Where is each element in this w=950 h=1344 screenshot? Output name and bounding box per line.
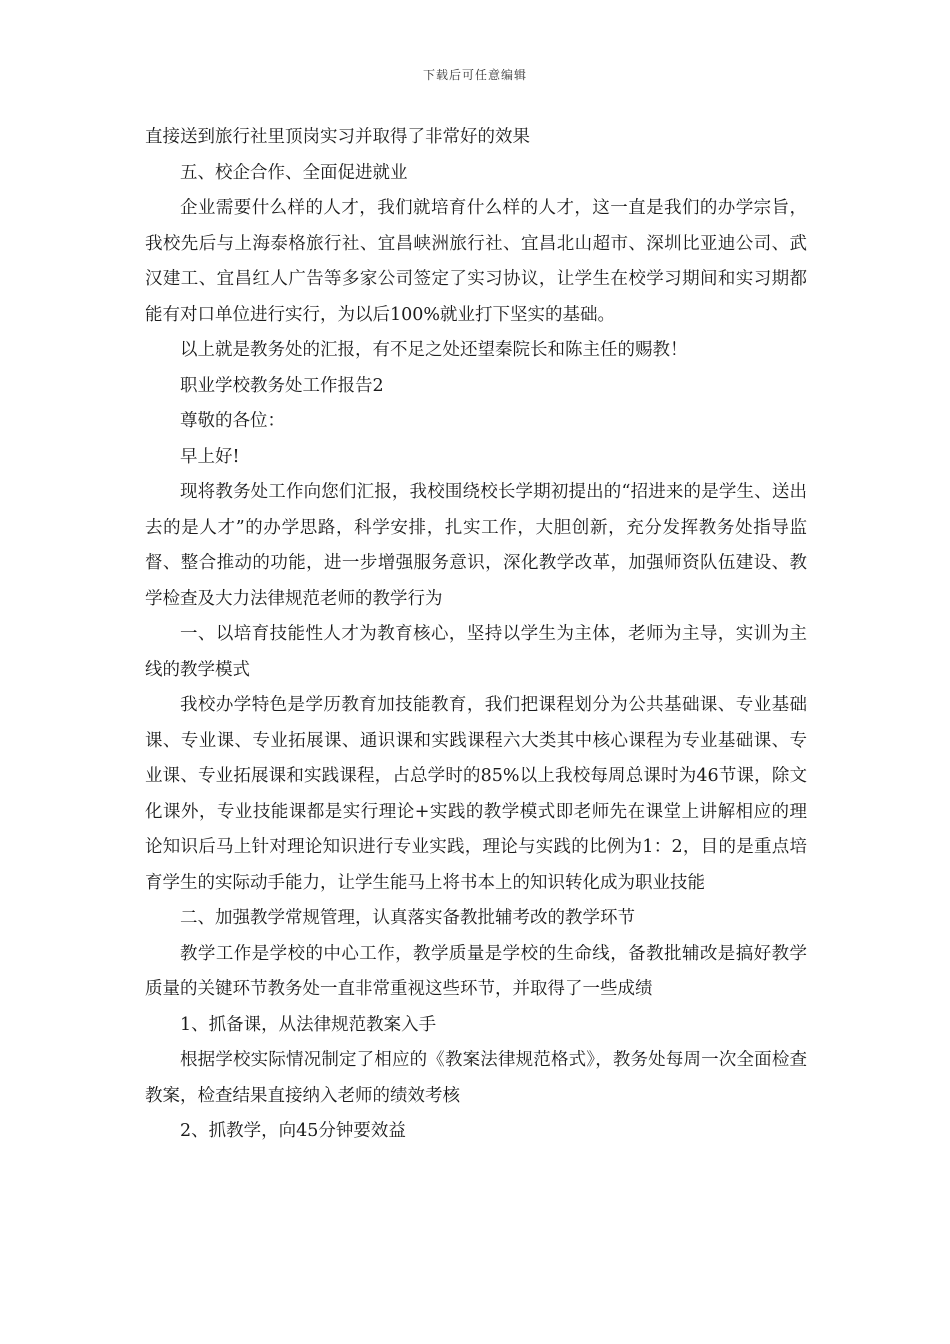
section-heading-1: 一、以培育技能性人才为教育核心，坚持以学生为主体，老师为主导，实训为主线的教学模式 (145, 624, 807, 680)
paragraph: 我校办学特色是学历教育加技能教育，我们把课程划分为公共基础课、专业基础课、专业课、专业拓展课、通识课和实践课程六大类其中核心课程为专业基础课、专业课、专业拓展课和实践课程，占总学时的85%以上我校每周总课时为46节课，除文化课外，专业技能课都是实行理论+实践的教学模式即老师先在课堂上讲解相应的理论知识后马上针对理论知识进行专业实践，理论与实践的比例为1：2，目的是重点培育学生的实际动手能力，让学生能马上将书本上的知识转化成为职业技能 (145, 695, 807, 893)
section-heading-2: 二、加强教学常规管理，认真落实备教批辅考改的教学环节 (180, 908, 635, 928)
paragraph: 现将教务处工作向您们汇报，我校围绕校长学期初提出的“招进来的是学生、送出去的是人才”的办学思路，科学安排，扎实工作，大胆创新，充分发挥教务处指导监督、整合推动的功能，进一步增强服务意识，深化教学改革，加强师资队伍建设、教学检查及大力法律规范老师的教学行为 (145, 482, 807, 609)
greeting: 早上好! (180, 446, 240, 467)
paragraph: 根据学校实际情况制定了相应的《教案法律规范格式》，教务处每周一次全面检查教案，检查结果直接纳入老师的绩效考核 (145, 1050, 807, 1106)
salutation: 尊敬的各位： (180, 411, 285, 431)
subheading-2: 2、抓教学，向45分钟要效益 (180, 1121, 406, 1141)
subheading-1: 1、抓备课，从法律规范教案入手 (180, 1014, 437, 1035)
paragraph: 以上就是教务处的汇报，有不足之处还望秦院长和陈主任的赐教！ (180, 340, 688, 360)
page-header: 下载后可任意编辑 (422, 68, 527, 82)
paragraph: 教学工作是学校的中心工作，教学质量是学校的生命线，备教批辅改是搞好教学质量的关键环节教务处一直非常重视这些环节，并取得了一些成绩 (145, 943, 807, 999)
section-heading-5: 五、校企合作、全面促进就业 (180, 162, 408, 183)
document-body (145, 120, 807, 1150)
paragraph-continuation: 直接送到旅行社里顶岗实习并取得了非常好的效果 (145, 127, 530, 147)
paragraph: 企业需要什么样的人才，我们就培育什么样的人才，这一直是我们的办学宗旨，我校先后与上海泰格旅行社、宜昌峡洲旅行社、宜昌北山超市、深圳比亚迪公司、武汉建工、宜昌红人广告等多家公司签定了实习协议，让学生在校学习期间和实习期都能有对口单位进行实行，为以后100%就业打下坚实的基础。 (145, 198, 807, 325)
report-title: 职业学校教务处工作报告2 (180, 375, 384, 396)
